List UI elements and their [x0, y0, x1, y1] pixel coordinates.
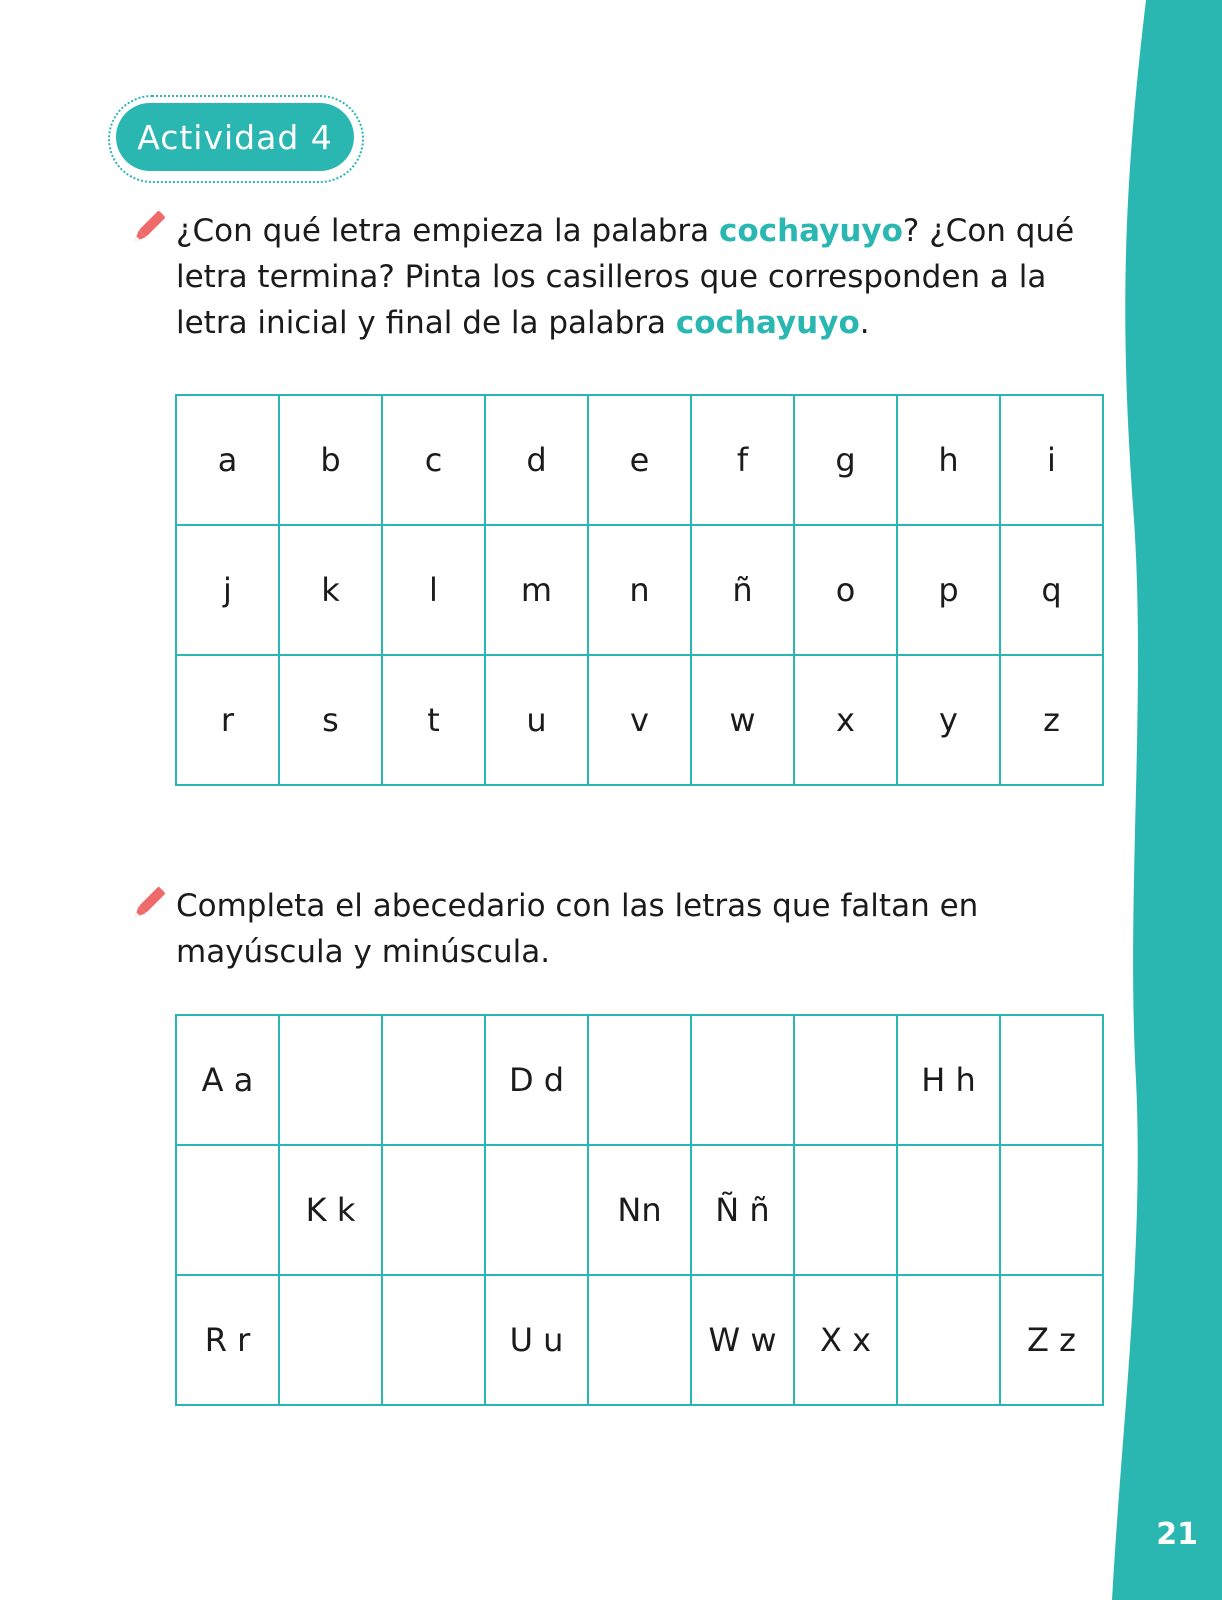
letter-cell[interactable] — [279, 1015, 382, 1145]
letter-cell[interactable]: Nn — [588, 1145, 691, 1275]
letter-cell[interactable]: v — [588, 655, 691, 785]
alphabet-grid-1 — [175, 394, 1104, 786]
letter-cell[interactable]: a — [176, 395, 279, 525]
letter-cell[interactable] — [588, 1015, 691, 1145]
grid-row — [176, 1275, 1103, 1405]
pencil-icon — [126, 882, 170, 926]
letter-cell[interactable] — [588, 1275, 691, 1405]
letter-cell[interactable] — [897, 1145, 1000, 1275]
letter-cell[interactable]: D d — [485, 1015, 588, 1145]
alphabet-grid-2 — [175, 1014, 1104, 1406]
grid-row — [176, 1015, 1103, 1145]
letter-cell[interactable] — [691, 1015, 794, 1145]
letter-cell[interactable]: q — [1000, 525, 1103, 655]
letter-cell[interactable]: z — [1000, 655, 1103, 785]
letter-cell[interactable]: Ñ ñ — [691, 1145, 794, 1275]
letter-cell[interactable]: o — [794, 525, 897, 655]
letter-cell[interactable]: w — [691, 655, 794, 785]
letter-cell[interactable]: i — [1000, 395, 1103, 525]
instruction-1-part3: . — [859, 305, 870, 341]
letter-cell[interactable]: H h — [897, 1015, 1000, 1145]
letter-cell[interactable]: x — [794, 655, 897, 785]
letter-cell[interactable]: b — [279, 395, 382, 525]
letter-cell[interactable]: g — [794, 395, 897, 525]
instruction-1-part2: ? ¿Con qué letra termina? Pinta los casilleros que corresponden a la letra inicial y final de la palabra — [176, 213, 1075, 341]
activity-label: Actividad 4 — [137, 117, 333, 157]
letter-cell[interactable]: r — [176, 655, 279, 785]
pencil-icon — [126, 206, 170, 250]
letter-cell[interactable]: R r — [176, 1275, 279, 1405]
letter-cell[interactable] — [794, 1015, 897, 1145]
letter-cell[interactable] — [794, 1145, 897, 1275]
letter-cell[interactable]: c — [382, 395, 485, 525]
letter-cell[interactable]: ñ — [691, 525, 794, 655]
letter-cell[interactable] — [1000, 1145, 1103, 1275]
letter-cell[interactable]: m — [485, 525, 588, 655]
letter-cell[interactable]: n — [588, 525, 691, 655]
letter-cell[interactable]: f — [691, 395, 794, 525]
grid-row — [176, 655, 1103, 785]
letter-cell[interactable]: W w — [691, 1275, 794, 1405]
letter-cell[interactable]: s — [279, 655, 382, 785]
highlight-word: cochayuyo — [719, 213, 903, 249]
letter-cell[interactable]: l — [382, 525, 485, 655]
letter-cell[interactable]: e — [588, 395, 691, 525]
letter-cell[interactable]: u — [485, 655, 588, 785]
grid-row — [176, 525, 1103, 655]
letter-cell[interactable]: K k — [279, 1145, 382, 1275]
grid-row — [176, 395, 1103, 525]
letter-cell[interactable] — [279, 1275, 382, 1405]
grid-row — [176, 1145, 1103, 1275]
letter-cell[interactable]: A a — [176, 1015, 279, 1145]
letter-cell[interactable]: k — [279, 525, 382, 655]
letter-cell[interactable] — [382, 1275, 485, 1405]
letter-cell[interactable] — [1000, 1015, 1103, 1145]
letter-cell[interactable] — [897, 1275, 1000, 1405]
letter-cell[interactable]: U u — [485, 1275, 588, 1405]
letter-cell[interactable]: y — [897, 655, 1000, 785]
letter-cell[interactable]: p — [897, 525, 1000, 655]
letter-cell[interactable] — [176, 1145, 279, 1275]
letter-cell[interactable]: t — [382, 655, 485, 785]
page-number: 21 — [1156, 1517, 1198, 1552]
letter-cell[interactable]: h — [897, 395, 1000, 525]
letter-cell[interactable] — [485, 1145, 588, 1275]
side-band — [1112, 0, 1222, 1600]
instruction-1 — [176, 208, 1096, 346]
instruction-2: Completa el abecedario con las letras que faltan en mayúscula y minúscula. — [176, 888, 979, 970]
letter-cell[interactable]: d — [485, 395, 588, 525]
letter-cell[interactable]: Z z — [1000, 1275, 1103, 1405]
instruction-1-part1: ¿Con qué letra empieza la palabra — [176, 213, 720, 249]
activity-badge — [116, 103, 354, 171]
letter-cell[interactable]: j — [176, 525, 279, 655]
letter-cell[interactable] — [382, 1145, 485, 1275]
letter-cell[interactable] — [382, 1015, 485, 1145]
letter-cell[interactable]: X x — [794, 1275, 897, 1405]
highlight-word: cochayuyo — [675, 305, 860, 341]
